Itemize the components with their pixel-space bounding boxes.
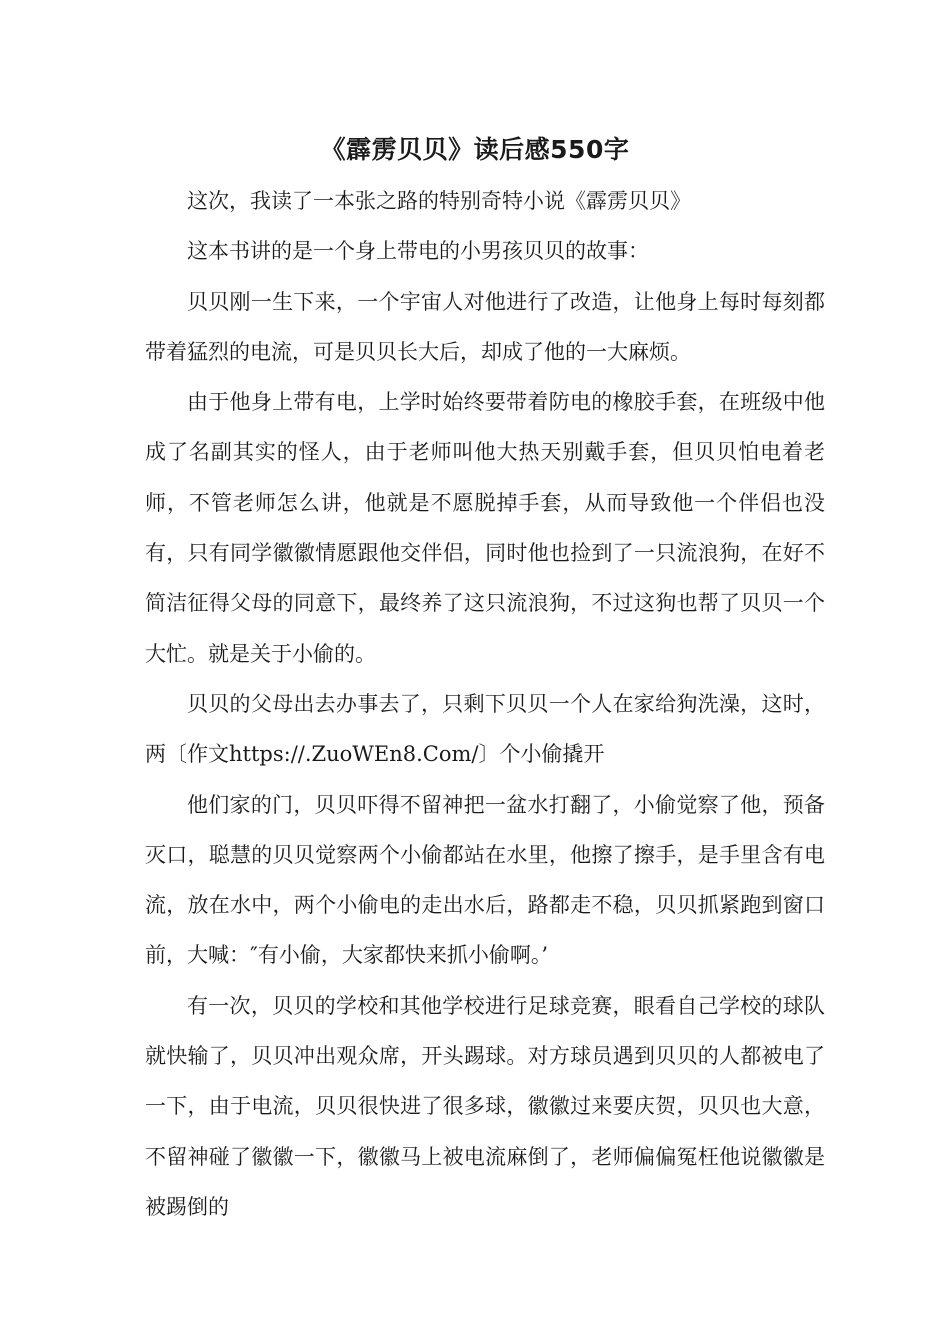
paragraph: 有一次，贝贝的学校和其他学校进行足球竞赛，眼看自己学校的球队就快输了，贝贝冲出观众席，开头踢球。对方球员遇到贝贝的人都被电了一下，由于电流，贝贝很快进了很多球，徽徽过来要庆贺，贝贝也大意，不留神碰了徽徽一下，徽徽马上被电流麻倒了，老师偏偏冤枉他说徽徽是被踢倒的 <box>145 993 825 1219</box>
paragraph: 这本书讲的是一个身上带电的小男孩贝贝的故事： <box>187 239 649 264</box>
paragraph: 由于他身上带有电，上学时始终要带着防电的橡胶手套，在班级中他成了名副其实的怪人，由于老师叫他大热天别戴手套，但贝贝怕电着老师，不管老师怎么讲，他就是不愿脱掉手套，从而导致他一个伴侣也没有，只有同学徽徽情愿跟他交伴侣，同时他也捡到了一只流浪狗，在好不简洁征得父母的同意下，最终养了这只流浪狗，不过这狗也帮了贝贝一个大忙。就是关于小偷的。 <box>145 390 825 666</box>
paragraph: 这次，我读了一本张之路的特别奇特小说《霹雳贝贝》 <box>187 189 691 213</box>
document-body <box>145 176 825 1232</box>
paragraph: 他们家的门，贝贝吓得不留神把一盆水打翻了，小偷觉察了他，预备灭口，聪慧的贝贝觉察两个小偷都站在水里，他擦了擦手，是手里含有电流，放在水中，两个小偷电的走出水后，路都走不稳，贝贝抓紧跑到窗口前，大喊：″有小偷，大家都快来抓小偷啊。’ <box>145 792 825 968</box>
paragraph: 贝贝刚一生下来，一个宇宙人对他进行了改造，让他身上每时每刻都带着猛烈的电流，可是贝贝长大后，却成了他的一大麻烦。 <box>145 289 825 364</box>
paragraph: 贝贝的父母出去办事去了，只剩下贝贝一个人在家给狗洗澡，这时，两〔作文https://.ZuoWEn8.Com/〕个小偷撬开 <box>145 691 825 767</box>
page-title: 《霹雳贝贝》读后感550字 <box>320 135 630 164</box>
